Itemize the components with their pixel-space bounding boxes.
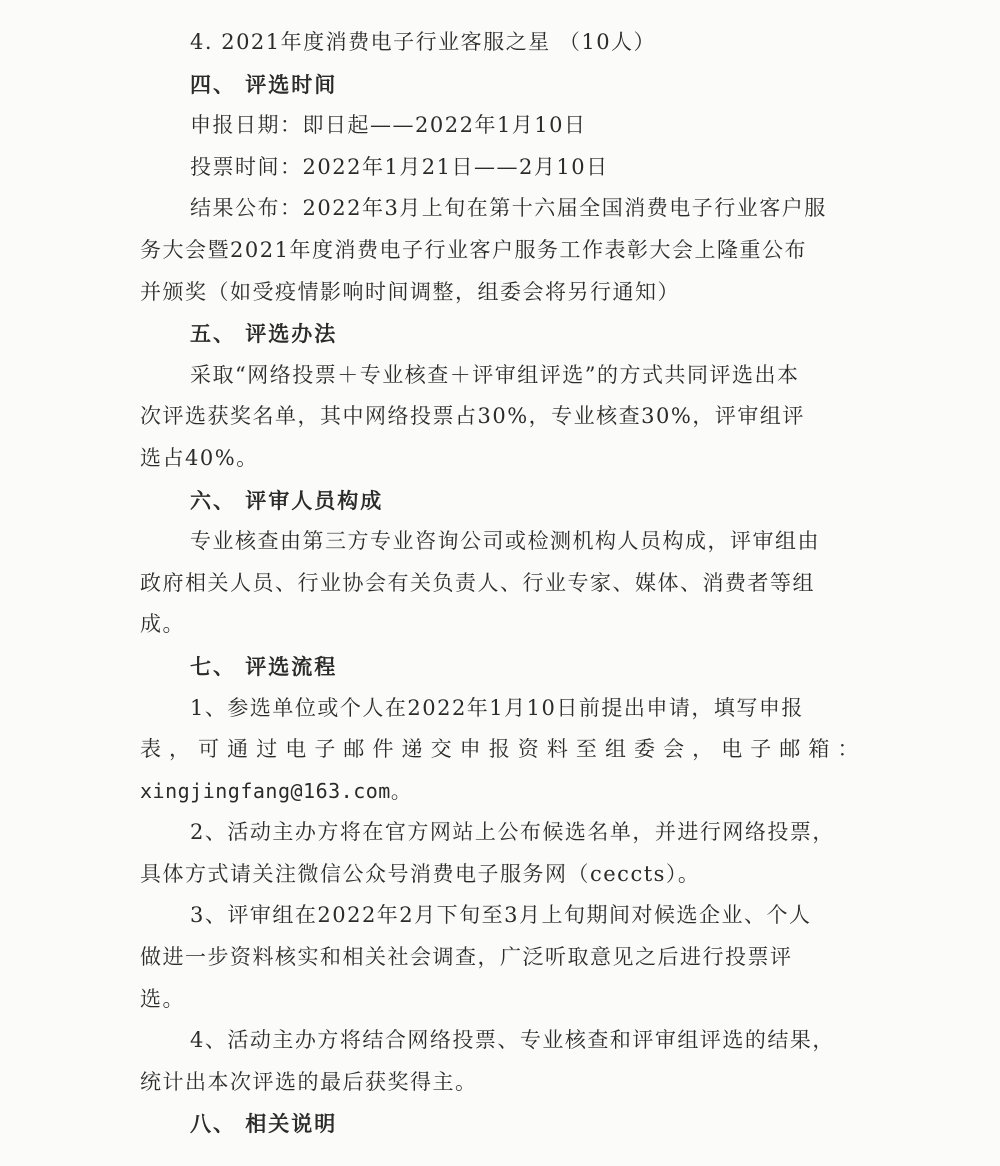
method-line-1: 采取“网络投票＋专业核查＋评审组评选”的方式共同评选出本 (190, 362, 800, 387)
declare-date: 申报日期：即日起——2022年1月10日 (190, 113, 587, 138)
award-item-4: 4. 2021年度消费电子行业客服之星 （10人） (190, 30, 657, 54)
panel-line-3: 成。 (140, 612, 185, 637)
process-item-2-line-1: 2、活动主办方将在官方网站上公布候选名单，并进行网络投票， (190, 820, 835, 845)
process-item-4-line-1: 4、活动主办方将结合网络投票、专业核查和评审组评选的结果， (190, 1028, 835, 1053)
method-line-2: 次评选获奖名单，其中网络投票占30%，专业核查30%，评审组评 (140, 404, 805, 429)
section-5-heading: 五、 评选办法 (190, 321, 338, 347)
process-item-1-line-1: 1、参选单位或个人在2022年1月10日前提出申请，填写申报 (190, 695, 804, 720)
process-item-2-line-2: 具体方式请关注微信公众号消费电子服务网（ceccts）。 (140, 861, 701, 886)
section-4-heading: 四、 评选时间 (190, 71, 338, 97)
email-address: xingjingfang@163.com。 (140, 778, 412, 803)
section-7-heading: 七、 评选流程 (190, 653, 338, 679)
result-line-1: 结果公布：2022年3月上旬在第十六届全国消费电子行业客户服 (190, 196, 827, 221)
process-item-3-line-3: 选。 (140, 986, 185, 1011)
result-line-3: 并颁奖（如受疫情影响时间调整，组委会将另行通知） (140, 279, 680, 304)
process-item-3-line-1: 3、评审组在2022年2月下旬至3月上旬期间对候选企业、个人 (190, 903, 812, 928)
panel-line-2: 政府相关人员、行业协会有关负责人、行业专家、媒体、消费者等组 (140, 570, 815, 595)
result-line-2: 务大会暨2021年度消费电子行业客户服务工作表彰大会上隆重公布 (140, 237, 807, 262)
section-8-heading: 八、 相关说明 (190, 1111, 338, 1137)
vote-time: 投票时间：2022年1月21日——2月10日 (190, 154, 609, 179)
method-line-3: 选占40%。 (140, 445, 259, 470)
process-item-4-line-2: 统计出本次评选的最后获奖得主。 (140, 1069, 478, 1094)
section-6-heading: 六、 评审人员构成 (190, 487, 384, 513)
process-item-3-line-2: 做进一步资料核实和相关社会调查，广泛听取意见之后进行投票评 (140, 945, 793, 970)
process-item-1-line-2: 表，可通过电子邮件递交申报资料至组委会，电子邮箱： (140, 737, 860, 762)
panel-line-1: 专业核查由第三方专业咨询公司或检测机构人员构成，评审组由 (190, 529, 820, 554)
